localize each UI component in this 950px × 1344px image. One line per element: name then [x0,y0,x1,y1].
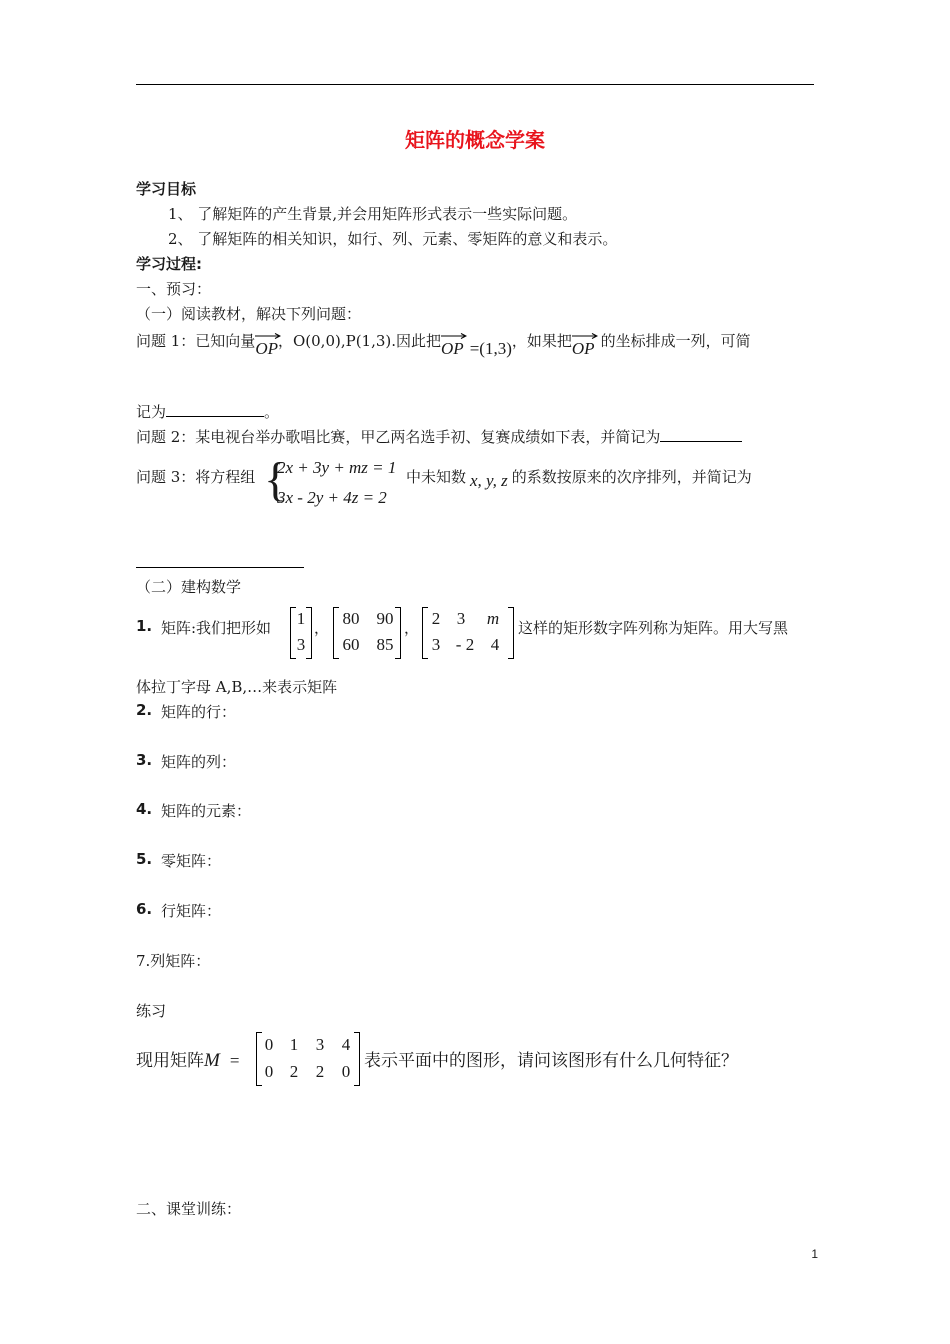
q1-text-a: 问题 1：已知向量 [136,332,256,350]
matrix-example-2: 80 90 60 85 [333,607,401,659]
question-3-text-b: 中未知数 x, y, z 的系数按原来的次序排列，并简记为 [406,468,752,490]
item-7: 7.列矩阵： [136,952,211,970]
item-label: 矩阵的列： [161,753,237,771]
question-3-text: 问题 3：将方程组 [136,468,256,486]
q1-text-b: ，O(0,0),P(1,3).因此把 [277,332,442,350]
matrix-definition-text: 矩阵:我们把形如 [161,619,272,637]
header-rule [136,84,814,85]
q1-text-c: ，如果把 [511,332,572,350]
practice-heading: 练习 [136,1002,167,1020]
vector-op: OP [441,339,464,359]
answer-underline [136,567,304,568]
goals-heading: 学习目标 [136,180,197,198]
question-1 [136,330,751,358]
vector-op: OP [255,339,278,359]
equation-brace: { [264,453,288,506]
equation-1: 2x + 3y + mz = 1 [277,458,397,477]
item-number: 1. [136,617,153,635]
item-label: 零矩阵： [161,852,222,870]
question-2: 问题 2：某电视台举办歌唱比赛，甲乙两名选手初、复赛成绩如下表，并简记为 [136,426,742,447]
preview-subheading: （一）阅读教材，解决下列问题： [136,305,362,323]
vector-arrow-icon [255,333,281,339]
item-label: 矩阵的元素： [161,802,252,820]
vector-op: OP [572,339,595,359]
q1-text-d: 的坐标排成一列，可简 [600,332,751,350]
practice-text-a: 现用矩阵M = [136,1050,240,1071]
practice-matrix: 0 1 3 4 0 2 2 0 [256,1032,360,1086]
matrix-definition-text-b: 这样的矩形数字阵列称为矩阵。用大写黑 [518,619,789,637]
goal-item: 1、 了解矩阵的产生背景,并会用矩阵形式表示一些实际问题。 [168,205,578,223]
item-label: 矩阵的行： [161,703,237,721]
equation-2: 3x - 2y + 4z = 2 [277,488,387,507]
matrix-variable: M [204,1050,220,1071]
vector-arrow-icon [441,333,467,339]
section-2-heading: 二、课堂训练： [136,1200,242,1218]
q1-vector-value: =(1,3) [469,339,512,358]
item-number: 2. [136,701,153,719]
page-number: 1 [811,1247,818,1261]
unknown-vars: x, y, z [470,471,508,490]
process-heading: 学习过程: [136,255,202,273]
practice-text-b: 表示平面中的图形，请问该图形有什么几何特征？ [364,1051,738,1071]
goal-item: 2、 了解矩阵的相关知识，如行、列、元素、零矩阵的意义和表示。 [168,230,618,248]
matrix-example-1: 1 3 [290,607,312,659]
matrix-definition-text-c: 体拉丁字母 A,B,…来表示矩阵 [136,678,338,696]
answer-blank[interactable] [166,402,264,417]
q1-answer-line: 记为 。 [136,403,280,421]
item-number: 6. [136,900,153,918]
item-number: 3. [136,751,153,769]
answer-blank[interactable] [660,427,742,442]
preview-heading: 一、预习： [136,280,212,298]
item-label: 行矩阵： [161,902,222,920]
matrix-example-3: 2 3 m 3 - 2 4 [422,607,514,659]
page-title: 矩阵的概念学案 [405,128,545,152]
vector-arrow-icon [572,333,598,339]
item-number: 4. [136,800,153,818]
item-number: 5. [136,850,153,868]
build-heading: （二）建构数学 [136,578,242,596]
